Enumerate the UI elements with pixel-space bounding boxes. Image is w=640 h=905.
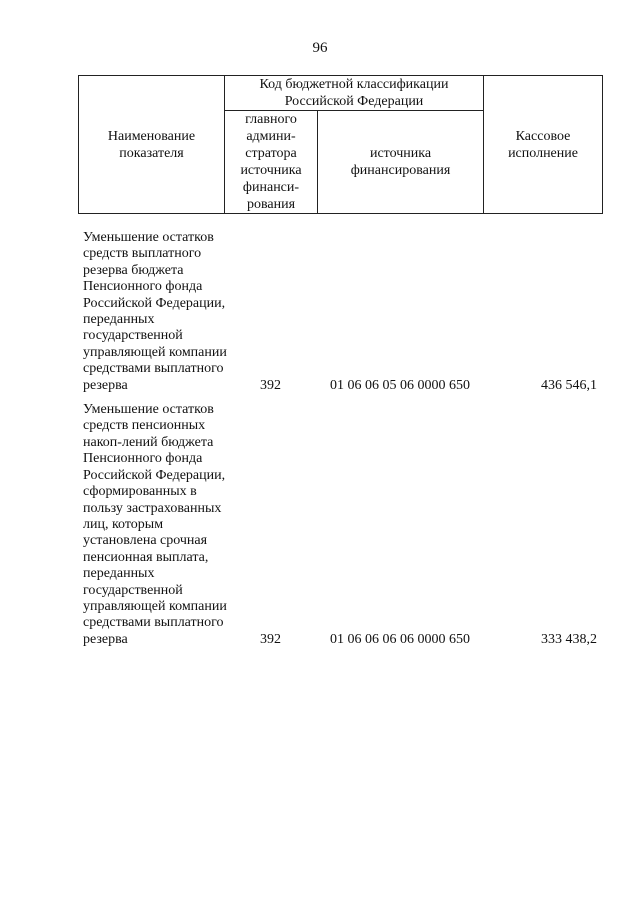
row-admin-code: 392 <box>260 377 281 393</box>
table-body <box>78 230 602 648</box>
header-chief-administrator: главного админи-стратора источника финанси-рования <box>225 111 318 214</box>
page-number: 96 <box>312 40 328 56</box>
header-budget-classification-code: Код бюджетной классификации Российской Федерации <box>225 76 484 111</box>
row-indicator-name: Уменьшение остатков средств выплатного резерва бюджета Пенсионного фонда Российской Федерации, переданных государственной управляющей компании средствами выплатного резерва <box>83 230 227 393</box>
table-header <box>78 75 603 214</box>
table-row <box>78 230 602 394</box>
header-cash-execution: Кассовое исполнение <box>484 76 603 214</box>
table-row <box>78 402 602 648</box>
row-source-code: 01 06 06 05 06 0000 650 <box>330 377 470 393</box>
row-amount: 333 438,2 <box>541 631 597 647</box>
header-indicator-name: Наименование показателя <box>79 76 225 214</box>
row-admin-code: 392 <box>260 631 281 647</box>
row-indicator-name: Уменьшение остатков средств пенсионных накоп-лений бюджета Пенсионного фонда Российской Федерации, сформированных в пользу застрахованных лиц, которым установлена срочная пенсионная выплата, переданных государственной управляющей компании средствами выплатного резерва <box>83 402 227 647</box>
row-amount: 436 546,1 <box>541 377 597 393</box>
header-financing-source: источника финансирования <box>318 111 484 214</box>
row-source-code: 01 06 06 06 06 0000 650 <box>330 631 470 647</box>
